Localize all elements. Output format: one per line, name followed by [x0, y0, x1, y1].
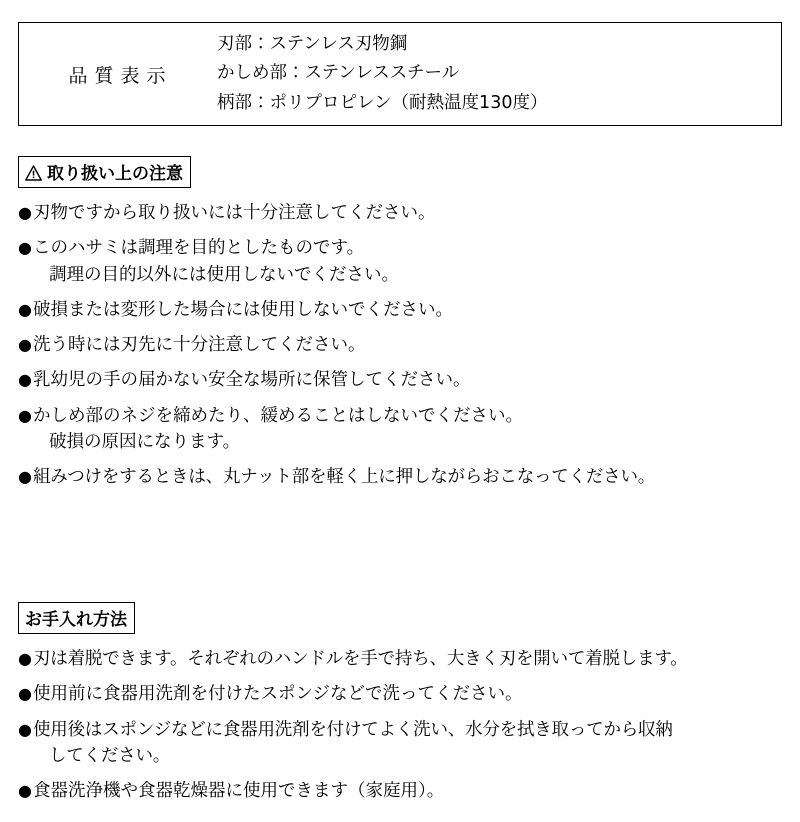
- caution-heading-label: 取り扱い上の注意: [47, 164, 183, 184]
- bullet-icon: ●: [18, 405, 32, 425]
- list-item: [18, 297, 782, 323]
- list-item: [18, 778, 782, 804]
- list-item-text: 洗う時には刃先に十分注意してください。: [33, 335, 366, 355]
- document-page: [0, 22, 800, 822]
- warning-triangle-icon: [25, 165, 42, 181]
- bullet-icon: ●: [18, 684, 32, 704]
- bullet-icon: ●: [18, 335, 32, 354]
- spec-row: 柄部：ポリプロピレン（耐熱温度130度）: [217, 92, 548, 113]
- list-item-main: このハサミは調理を目的としたものです。: [33, 238, 365, 259]
- list-item: [18, 332, 782, 358]
- list-item-text: 乳幼児の手の届かない安全な場所に保管してください。: [33, 370, 471, 391]
- list-item: [18, 464, 782, 490]
- list-item-text: 刃物ですから取り扱いには十分注意してください。: [33, 203, 436, 223]
- list-item-continuation: してください。: [49, 745, 171, 766]
- care-heading-label: お手入れ方法: [25, 610, 127, 630]
- quality-spec-values: [215, 23, 781, 125]
- list-item-text: [33, 235, 782, 288]
- list-item-text: [33, 717, 782, 770]
- list-item-text: 刃は着脱できます。それぞれのハンドルを手で持ち、大きく刃を開いて着脱します。: [33, 649, 688, 669]
- bullet-icon: ●: [18, 299, 32, 319]
- list-item-text: 破損または変形した場合には使用しないでください。: [33, 299, 453, 320]
- list-item: [18, 200, 782, 226]
- list-item: [18, 367, 782, 393]
- bullet-icon: ●: [18, 719, 32, 739]
- bullet-icon: ●: [18, 649, 32, 668]
- list-item-main: かしめ部のネジを締めたり、緩めることはしないでください。: [33, 405, 523, 426]
- caution-section: [18, 156, 782, 490]
- bullet-icon: ●: [18, 781, 32, 800]
- list-item: [18, 235, 782, 288]
- bullet-icon: ●: [18, 370, 32, 390]
- bullet-icon: ●: [18, 203, 32, 222]
- care-list: [18, 646, 782, 804]
- list-item: [18, 681, 782, 707]
- bullet-icon: ●: [18, 238, 32, 258]
- spec-row: かしめ部：ステンレススチール: [217, 63, 460, 84]
- list-item-continuation: 破損の原因になります。: [49, 431, 241, 452]
- list-item: [18, 717, 782, 770]
- list-item: [18, 403, 782, 456]
- care-section: [18, 602, 782, 813]
- quality-spec-table: [18, 22, 782, 126]
- list-item-text: 食器洗浄機や食器乾燥器に使用できます（家庭用）。: [33, 781, 445, 801]
- list-item-text: 組みつけをするときは、丸ナット部を軽く上に押しながらおこなってください。: [33, 467, 656, 487]
- list-item-text: [33, 403, 782, 456]
- list-item-main: 使用後はスポンジなどに食器用洗剤を付けてよく洗い、水分を拭き取ってから収納: [33, 719, 673, 740]
- quality-spec-label: 品質表示: [68, 64, 173, 87]
- spec-row: 刃部：ステンレス刃物鋼: [217, 34, 408, 55]
- caution-heading: [18, 156, 191, 188]
- care-heading: [18, 602, 135, 634]
- caution-list: [18, 200, 782, 490]
- list-item-text: 使用前に食器用洗剤を付けたスポンジなどで洗ってください。: [33, 684, 523, 705]
- list-item-continuation: 調理の目的以外には使用しないでください。: [49, 264, 399, 285]
- list-item: [18, 646, 782, 672]
- bullet-icon: ●: [18, 467, 32, 486]
